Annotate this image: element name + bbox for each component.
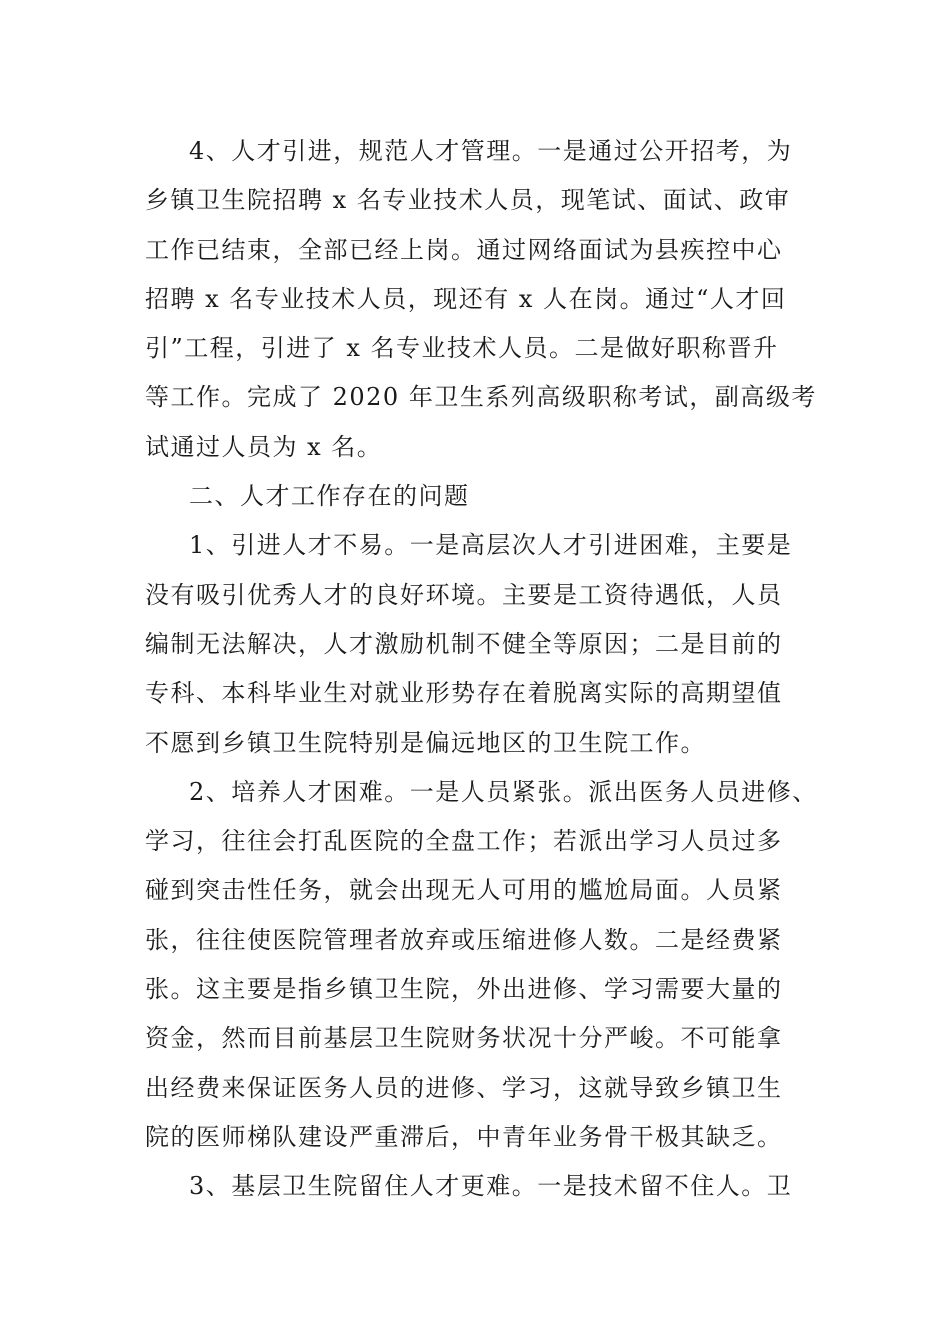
paragraph-talent-introduction bbox=[145, 127, 825, 472]
text-line: 2、培养人才困难。一是人员紧张。派出医务人员进修、 bbox=[189, 777, 818, 806]
text-line: 等工作。完成了 2020 年卫生系列高级职称考试，副高级考 bbox=[145, 383, 817, 412]
text-line: 招聘 x 名专业技术人员，现还有 x 人在岗。通过“人才回 bbox=[145, 284, 787, 313]
text-line: 引”工程，引进了 x 名专业技术人员。二是做好职称晋升 bbox=[145, 334, 779, 363]
text-line: 学习，往往会打乱医院的全盘工作；若派出学习人员过多 bbox=[145, 827, 783, 856]
text-line: 没有吸引优秀人才的良好环境。主要是工资待遇低，人员 bbox=[145, 580, 783, 609]
text-line: 资金，然而目前基层卫生院财务状况十分严峻。不可能拿 bbox=[145, 1024, 783, 1053]
text-line: 3、基层卫生院留住人才更难。一是技术留不住人。卫 bbox=[189, 1172, 793, 1201]
text-line: 1、引进人才不易。一是高层次人才引进困难，主要是 bbox=[189, 531, 793, 560]
paragraph-difficult-training bbox=[145, 768, 825, 1162]
text-line: 不愿到乡镇卫生院特别是偏远地区的卫生院工作。 bbox=[145, 728, 706, 757]
text-line: 张。这主要是指乡镇卫生院，外出进修、学习需要大量的 bbox=[145, 975, 783, 1004]
document-body bbox=[145, 127, 825, 1212]
section-heading-problems bbox=[145, 472, 825, 521]
text-line: 出经费来保证医务人员的进修、学习，这就导致乡镇卫生 bbox=[145, 1073, 783, 1102]
text-line: 编制无法解决，人才激励机制不健全等原因；二是目前的 bbox=[145, 629, 783, 658]
paragraph-difficult-introduction bbox=[145, 521, 825, 767]
text-line: 乡镇卫生院招聘 x 名专业技术人员，现笔试、面试、政审 bbox=[145, 186, 791, 215]
paragraph-retention bbox=[145, 1162, 825, 1211]
text-line: 试通过人员为 x 名。 bbox=[145, 432, 383, 461]
text-line: 院的医师梯队建设严重滞后，中青年业务骨干极其缺乏。 bbox=[145, 1122, 783, 1151]
text-line: 4、人才引进，规范人才管理。一是通过公开招考，为 bbox=[189, 137, 793, 165]
text-line: 碰到突击性任务，就会出现无人可用的尴尬局面。人员紧 bbox=[145, 876, 783, 905]
text-line: 专科、本科毕业生对就业形势存在着脱离实际的高期望值 bbox=[145, 679, 783, 708]
section-heading-text: 二、人才工作存在的问题 bbox=[189, 482, 470, 511]
text-line: 工作已结束，全部已经上岗。通过网络面试为县疾控中心 bbox=[145, 235, 783, 264]
text-line: 张，往往使医院管理者放弃或压缩进修人数。二是经费紧 bbox=[145, 925, 783, 954]
